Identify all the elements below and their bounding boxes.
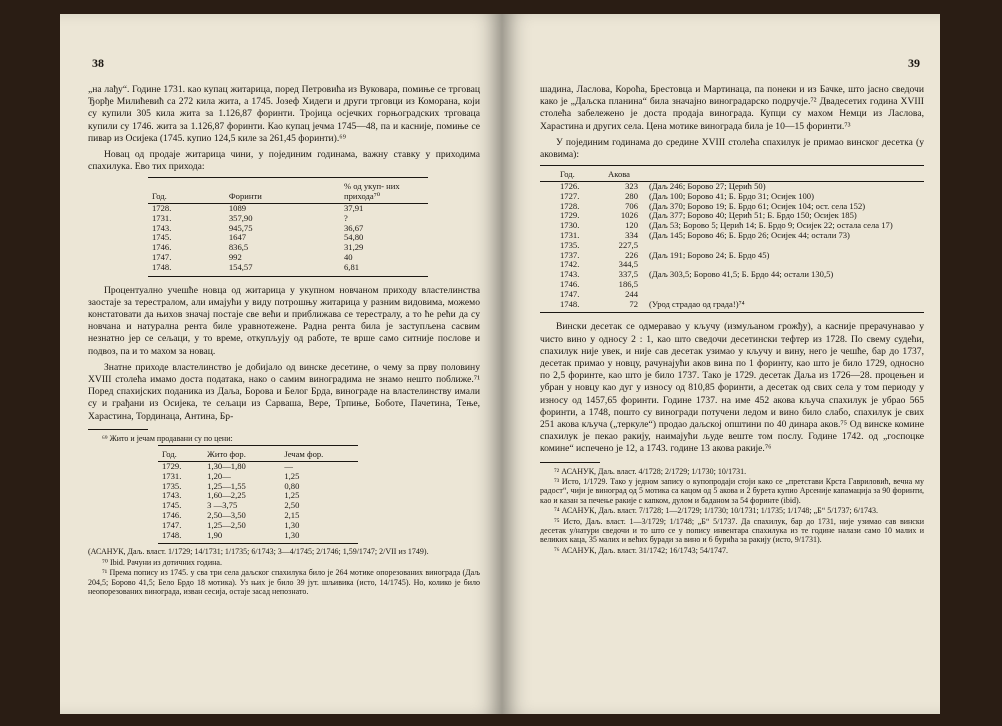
table-row <box>158 472 358 482</box>
table-cell: 1,60—2,25 <box>207 490 246 501</box>
table-cell: 120 <box>625 220 638 231</box>
table-row <box>148 263 428 273</box>
table-row <box>540 251 924 261</box>
footnote: ⁷⁵ Исто, Даљ. власт. 1—3/1729; 1/1748; „Б“ 5/1737. Да спахилук, бар до 1731, није узимао сав вински десетак у/натури сведочи и то што се у попису инвентара спахилука из те године налази само 10 малих и великих каца, 35 малих и већих буради за вино и 6 бурића за ракију (исто, 9/1731). <box>540 516 924 545</box>
table-row <box>158 482 358 492</box>
table-cell: 1746. <box>152 242 172 253</box>
table-row <box>158 511 358 521</box>
table-header-row <box>148 181 428 203</box>
table-cell: 1743. <box>162 490 182 501</box>
table-row <box>158 531 358 541</box>
paragraph: „на лађу“. Године 1731. као купац житарица, поред Петровића из Вуковара, помиње се трговац Ђорђе Милићевић са 272 кила жита, а 1745. Јозеф Хидеги и други трговци из Коморана, који су купили 305 кила жита за 1.126,87 форинти. Тројица осјечких горњоградских трговаца купили су 1746. жита за 1.126,87 форинти. Као купац јечма 1745—48, па и касније, помиње се пивар из Осијека (1745. купио 124,5 киле за 261,45 форинти).⁶⁹ <box>88 84 480 144</box>
table-cell: 1728. <box>152 203 172 214</box>
column-header: Год. <box>560 169 575 180</box>
footnote-separator <box>88 429 148 430</box>
paragraph: Вински десетак се одмеравао у кључу (измуљаном грожђу), а касније прерачунавао у чисто вино у односу 2 : 1, као што сведочи десетински тефтер из 1728. По свему судећи, спахилук није увек, и није сав десетак узимао у кључу и вину, него је чешће, бар до 1737, десетак примао у новцу, рачунајући аков вина по 1 форинту, као што је било 1729, односно по 2,5 форинте, као што је било 1737. Тако је 1729. десетак Даља из 1726—28. процењен и убран у новцу као дуг у износу од 810,85 форинти, а десетак од свих села у том периоду у износу од 1457,65 форинти. Године 1737. на име 452 акова кључа спахилук је убрао 565 форинти, а 1748, пошто су виногради потучени ледом и вино било слабо, спахилук је свих 251 акова кључа („теркуле“) продао даљској општини по 40 динара аков.⁷⁵ Од винске комине спахилук је пекао ракију, наимајући људе веште том послу. Године 1742. од „госпоцке комине“ испечено је 12, а 1743. године 13 акова ракије.⁷⁶ <box>540 321 924 455</box>
table-row <box>148 233 428 243</box>
table-cell: 836,5 <box>228 242 249 253</box>
table-cell: 31,29 <box>344 242 364 253</box>
income-table <box>148 177 428 276</box>
table-cell: 1089 <box>228 203 247 214</box>
table-cell: 226 <box>625 249 638 260</box>
footnote: ⁶⁹ Жито и јечам продавани су по цени: <box>102 433 233 443</box>
table-cell: 323 <box>625 181 638 192</box>
footnote: ⁷² АСАНУК, Даљ. власт. 4/1728; 2/1729; 1/1730; 10/1731. <box>554 466 747 476</box>
table-cell: 1731. <box>560 230 580 240</box>
paragraph: Процентуално учешће новца од житарица у укупном новчаном приходу властелинства заостаје за терестралом, али имајући у виду потрошњу житарица у разним видовима, можемо констатовати да њихов значај постаје све већи и приближава се терестралу, а то ће рећи да су новчана и натурална рента биле уравнотежене. Радна рента била је заступљена сасвим незнатно јер се сељаци, у то време, откупљују од работе, те врше само ситније послове и подвоз, па и то махом за новац. <box>88 284 480 357</box>
table-cell: (Урод страдао од града!)⁷⁴ <box>649 298 745 309</box>
table-row <box>148 214 428 224</box>
table-cell: (Даљ 370; Борово 19; Б. Брдо 61; Осијек 104; ост. села 152) <box>649 200 866 211</box>
page-body <box>540 84 924 556</box>
table-cell: 1735. <box>162 480 182 491</box>
table-cell: 1,30—1,80 <box>207 461 246 472</box>
table-cell: 1748. <box>152 261 172 272</box>
paragraph: шадина, Ласлова, Короћа, Брестовца и Мартинаца, па понеки и из Бачке, што јасно сведочи како је „Даљска планина“ била значајно виноградарско подручје.⁷² Двадесетих година XVIII столећа забележено је доста продаја винограда. Купци су махом Немци из Ласлова, Харастина и других села. Цена мотике винограда била је 10—15 форинти.⁷³ <box>540 84 924 132</box>
column-header: % од укуп- них прихода⁷⁰ <box>344 181 400 202</box>
table-cell: 344,5 <box>618 259 638 270</box>
table-cell: 945,75 <box>228 222 253 233</box>
table-cell: 1647 <box>228 232 247 243</box>
footnotes <box>540 467 924 556</box>
table-cell: 2,50 <box>284 500 300 511</box>
table-cell: 280 <box>625 190 638 201</box>
table-cell: 1728. <box>560 200 580 211</box>
table-row <box>540 270 924 280</box>
table-cell: 1727. <box>560 190 580 201</box>
table-cell: 1748. <box>560 298 580 309</box>
table-header-row <box>540 169 924 181</box>
table-cell: 1743. <box>152 222 172 233</box>
footnote-separator <box>540 462 600 463</box>
column-header: Форинти <box>228 191 262 202</box>
footnote: (АСАНУК, Даљ. власт. 1/1729; 14/1731; 1/1735; 6/1743; 3—4/1745; 2/1746; 1,59/1747; 2/VII из 1749). <box>88 547 429 557</box>
table-cell: 1746. <box>560 278 580 289</box>
page-body <box>88 84 480 597</box>
table-cell: 1748. <box>162 529 182 540</box>
table-cell: 37,91 <box>344 203 364 214</box>
table-header-row <box>158 449 358 461</box>
column-header: Жито фор. <box>207 449 246 460</box>
table-cell: 334 <box>625 230 638 240</box>
table-row <box>158 491 358 501</box>
table-cell: 357,90 <box>228 212 253 223</box>
column-header: Акова <box>608 169 631 180</box>
table-cell: 36,67 <box>344 222 364 233</box>
table-cell: (Даљ 246; Борово 27; Церић 50) <box>649 181 766 192</box>
table-cell: 227,5 <box>618 239 638 250</box>
table-row <box>158 462 358 472</box>
paragraph: У појединим годинама до средине XVIII столећа спахилук је примао винског десетка (у аковима): <box>540 136 924 161</box>
table-cell: 154,57 <box>228 261 253 272</box>
table-cell: 1729. <box>162 461 182 472</box>
table-cell <box>646 280 924 290</box>
table-cell: 1,25—1,55 <box>207 480 246 491</box>
table-cell: 6,81 <box>344 261 360 272</box>
paragraph: Новац од продаје житарица чини, у појединим годинама, важну ставку у приходима спахилука. Ево тих прихода: <box>88 149 480 173</box>
table-cell: 1745. <box>152 232 172 243</box>
column-header: Јечам фор. <box>284 449 324 460</box>
left-page <box>60 14 502 714</box>
table-cell: 1745. <box>162 500 182 511</box>
wine-table <box>540 165 924 313</box>
table-cell: (Даљ 100; Борово 41; Б. Брдо 31; Осијек 100) <box>649 190 814 201</box>
paragraph: Знатне приходе властелинство је добијало од винске десетине, о чему за прву половину XVIII столећа имамо доста података, нако о самим виноградима не знамо нешто поближе.⁷¹ Поред спахијских поданика из Даља, Борова и Белог Брда, винограде на властелинству имали су и грађани из Осијека, те сељаци из Сарваша, Вере, Трпиње, Боботе, Пачетина, Тење, Харастина, Тординаца, Антина, Бр- <box>88 361 480 422</box>
table-cell: 1,25 <box>284 470 300 481</box>
table-cell: (Даљ 377; Борово 40; Церић 51; Б. Брдо 150; Осијек 185) <box>649 210 857 221</box>
table-cell: 1747. <box>162 519 182 530</box>
footnotes <box>88 434 480 597</box>
table-cell: 244 <box>625 288 638 299</box>
table-cell: 1747. <box>152 252 172 262</box>
table-cell: — <box>284 461 293 472</box>
table-row <box>148 243 428 253</box>
table-cell: 1731. <box>162 470 182 481</box>
right-page <box>502 14 940 714</box>
footnote: ⁷³ Исто, 1/1729. Тако у једном запису о купопродаји стоји како се „претстави Крста Гавриловић, вечна му радост“, чији је виноград од 5 мотика са кацом од 5 акова и 2 бурета купио Арсеније капамација за 90 форинти, као и казан за печење ракије с капком, дулом и баданом за 54 форинте (ibid). <box>540 477 924 505</box>
table-cell: 40 <box>344 252 353 262</box>
table-cell: 54,80 <box>344 232 364 243</box>
table-cell: 1743. <box>560 269 580 280</box>
table-cell: (Даљ 191; Борово 24; Б. Брдо 45) <box>649 249 770 260</box>
table-cell: 1746. <box>162 510 182 521</box>
table-row <box>540 231 924 241</box>
table-cell: 1747. <box>560 288 580 299</box>
table-cell: 1730. <box>560 220 580 231</box>
table-cell: 1,30 <box>284 529 300 540</box>
column-header: Год. <box>162 449 177 460</box>
price-table <box>158 445 358 544</box>
table-cell: 186,5 <box>618 278 638 289</box>
table-cell: (Даљ 145; Борово 46; Б. Брдо 26; Осијек 44; остали 73) <box>649 230 850 240</box>
table-cell: (Даљ 53; Борово 5; Церић 14; Б. Брдо 9; Осијек 22; остала села 17) <box>649 220 893 231</box>
table-cell: 1726. <box>560 181 580 192</box>
table-cell: 0,80 <box>284 480 300 491</box>
table-cell: 2,50—3,50 <box>207 510 246 521</box>
table-row <box>148 204 428 214</box>
table-cell: 1026 <box>620 210 638 221</box>
table-row <box>148 253 428 263</box>
table-row <box>158 501 358 511</box>
table-cell: 1742. <box>560 259 580 270</box>
table-cell: 1737. <box>560 249 580 260</box>
table-cell: 1735. <box>560 239 580 250</box>
table-cell: 1,25—2,50 <box>207 519 246 530</box>
table-row <box>540 280 924 290</box>
page-number: 39 <box>908 56 920 70</box>
table-cell: 1,25 <box>284 490 300 501</box>
table-cell: 1,30 <box>284 519 300 530</box>
table-cell: 72 <box>629 298 638 309</box>
table-cell: ? <box>344 212 348 223</box>
column-header: Год. <box>152 191 167 202</box>
footnote: ⁷¹ Према попису из 1745. у сва три села даљског спахилука било је 264 мотике опорезованих винограда (Даљ 204,5; Борово 41,5; Бело Брдо 18 мотика). Уз њих је било 39 јут. шљивика (исто, 14/1745). Но, колико је било неопорезованих винограда, изван сесија, остаје засад непознато. <box>88 568 480 597</box>
page-number: 38 <box>92 56 104 70</box>
footnote: ⁷⁴ АСАНУК, Даљ. власт. 7/1728; 1—2/1729; 1/1730; 10/1731; 1/1735; 1/1748; „Б“ 5/1737; 6/1743. <box>554 506 878 516</box>
table-cell: 1,20— <box>207 470 231 481</box>
table-cell: 706 <box>625 200 638 211</box>
table-row <box>158 521 358 531</box>
table-row <box>540 300 924 310</box>
table-cell: (Даљ 303,5; Борово 41,5; Б. Брдо 44; остали 130,5) <box>649 269 834 280</box>
table-row <box>148 224 428 234</box>
table-cell: 1731. <box>152 212 172 223</box>
table-cell: 2,15 <box>284 510 300 521</box>
table-cell: 992 <box>228 252 242 262</box>
table-cell: 1729. <box>560 210 580 221</box>
table-cell: 1,90 <box>207 529 223 540</box>
table-cell: 3 —3,75 <box>207 500 238 511</box>
footnote: ⁷⁰ Ibid. Рачуни из дотичних година. <box>102 557 222 567</box>
footnote: ⁷⁶ АСАНУК, Даљ. власт. 31/1742; 16/1743; 54/1747. <box>554 545 729 555</box>
table-cell: 337,5 <box>618 269 638 280</box>
